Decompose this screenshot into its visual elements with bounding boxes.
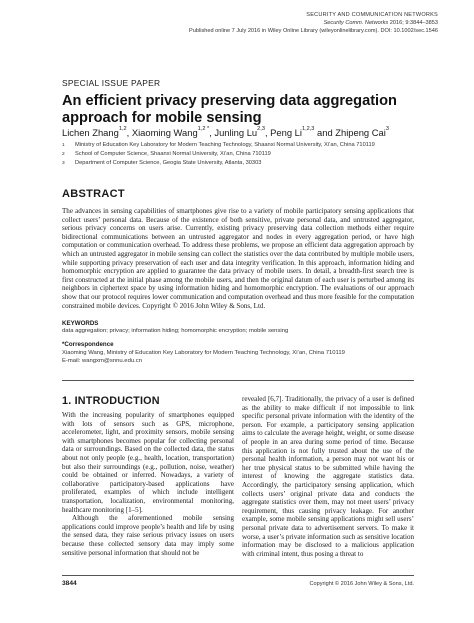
correspondence-block (62, 349, 345, 366)
affiliation-item (62, 141, 442, 150)
affiliation-number: 3 (62, 161, 65, 167)
page-number: 3844 (62, 580, 77, 587)
section-divider (62, 380, 414, 381)
correspondence-address: Xiaoming Wang, Ministry of Education Key Laboratory for Modern Teaching Technology, Xi’an, China 710119 (62, 350, 345, 356)
affiliation-list (62, 141, 442, 169)
affiliation-item (62, 159, 442, 168)
author-name: Peng Li (270, 127, 302, 138)
author-name: Junling Lu (214, 127, 258, 138)
affiliation-text: Ministry of Education Key Laboratory for Modern Teaching Technology, Shaanxi Normal University, Xi’an, China 710119 (75, 142, 375, 148)
author-list (62, 127, 389, 138)
author-name: Lichen Zhang (62, 127, 119, 138)
body-paragraph: Although the aforementioned mobile sensing applications could improve people’s health and life by using the sensed data, they raise serious privacy issues on users because these collected sensory data may imply some sensitive personal information that should not be (62, 514, 234, 557)
abstract-body: The advances in sensing capabilities of smartphones give rise to a variety of mobile participatory sensing applications that collect users’ personal data. Because of the existence of both sensitive, private personal data, and untrusted aggregator, serious privacy concerns on users arise. Currently, existing privacy preserving data collection methods either require bidirectional communications between an untrusted aggregator and nodes in every aggregation period, or have high computation or communication overhead. To address these problems, we propose an efficient data aggregation approach by which an untrusted aggregator in mobile sensing can collect the statistics over the data contributed by multiple mobile users, while supporting privacy preservation of each user and data integrity verification. In this approach, information hiding and homomorphic encryption are applied to guarantee the data privacy of mobile users. In detail, a breadth-first search tree is first constructed at the initial phase among the mobile users, and then the original datum of each user is perturbed among its neighbors in ciphertext space by using information hiding and homomorphic encryption. The evaluations of our approach show that our protocol requires lower communication and computation overhead and thus more feasible for the computation constrained mobile devices. Copyright © 2016 John Wiley & Sons, Ltd. (62, 207, 414, 310)
citation-line (324, 20, 438, 28)
footer-divider (62, 575, 414, 576)
journal-name: SECURITY AND COMMUNICATION NETWORKS (306, 12, 438, 18)
author-name: Zhipeng Cai (335, 127, 386, 138)
author-name: Xiaoming Wang (131, 127, 198, 138)
keywords-list: data aggregation; privacy; information hiding; homomorphic encryption; mobile sensing (62, 328, 289, 334)
abstract-heading: ABSTRACT (62, 188, 125, 200)
introduction-heading: 1. INTRODUCTION (62, 395, 160, 407)
affiliation-number: 1 (62, 143, 65, 148)
affiliation-number: 2 (62, 152, 65, 158)
author-affiliation-marker: 2,3 (257, 126, 265, 132)
introduction-right-column (242, 395, 414, 558)
correspondence-email: E-mail: wangxm@snnu.edu.cn (62, 358, 142, 365)
affiliation-text: Department of Computer Science, Geogia State University, Atlanta, 30303 (75, 160, 262, 167)
affiliation-item (62, 150, 442, 159)
author-separator: , (126, 127, 132, 138)
publication-info: Published online 7 July 2016 in Wiley Online Library (wileyonlinelibrary.com). DOI: 10.1002/sec.1546 (189, 28, 438, 34)
section-label: SPECIAL ISSUE PAPER (62, 78, 161, 88)
author-affiliation-marker: 1,2,3 (301, 126, 315, 132)
body-paragraph: revealed [6,7]. Traditionally, the privacy of a user is defined as the ability to make difficult if not impossible to link specific personal private information with the identity of the person. For example, a participatory sensing application aims to calculate the average height, weight, or some disease of people in an area during some period of time. Because this application is not fully trusted about the use of the personal health information, a person may not want his or her true physical status to be submitted while having the interest of knowing the aggregate statistics data. Accordingly, the participatory sensing application, which collects users’ original private data and conducts the aggregate statistics over them, may not meet users’ privacy requirement, thus causing privacy leakage. For another example, some mobile sensing applications might sell users’ personal private data to advertisement servers. To make it worse, a user’s private information such as sensitive location information may be disclosed to a malicious application with criminal intent, thus posing a threat to (242, 395, 414, 558)
author-affiliation-marker: 1,2 * (197, 126, 210, 132)
correspondence-heading: *Correspondence (62, 341, 114, 348)
author-separator: , (209, 127, 215, 138)
paper-title: An efficient privacy preserving data aggregation approach for mobile sensing (62, 93, 397, 126)
introduction-left-column (62, 411, 234, 557)
footer-copyright: Copyright © 2016 John Wiley & Sons, Ltd. (309, 581, 414, 587)
author-affiliation-marker: 1,2 (118, 126, 127, 132)
author-separator: and (314, 127, 336, 138)
citation-journal: Security Comm. Networks (323, 20, 389, 26)
body-paragraph: With the increasing popularity of smartphones equipped with lots of sensors such as GPS, microphone, accelerometer, light, and proximity sensors, mobile sensing with smartphones becomes popular for collecting personal data or surroundings. Based on the collected data, the status about not only people (e.g., health, location, transportation) but also their surroundings (e.g., pollution, noise, weather) could be obtained or inferred. Nowadays, a variety of collaborative participatory-based applications have proliferated, examples of which include intelligent transportation, localization, environmental monitoring, healthcare monitoring [1–5]. (62, 411, 234, 514)
author-separator: , (264, 127, 271, 138)
affiliation-text: School of Computer Science, Shaanxi Normal University, Xi’an, China 710119 (75, 151, 271, 158)
citation-details: 2016; 9:3844–3853 (388, 20, 438, 26)
keywords-heading: KEYWORDS (62, 320, 99, 327)
author-affiliation-marker: 3 (385, 126, 389, 132)
